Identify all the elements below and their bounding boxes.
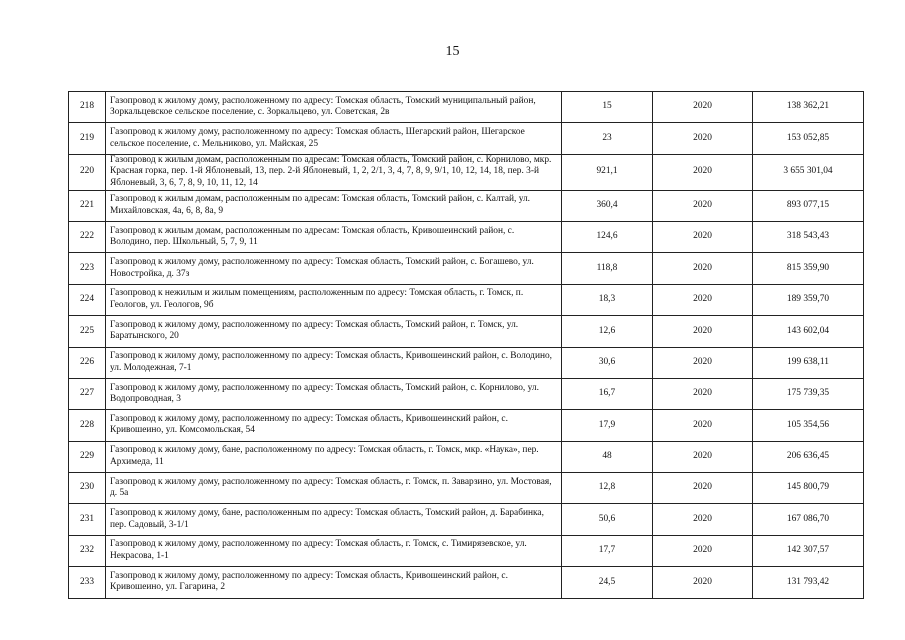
cost-cell: 142 307,57 — [753, 535, 864, 566]
year-cell: 2020 — [653, 190, 753, 221]
object-description-cell: Газопровод к жилому дому, расположенному по адресу: Томская область, Кривошеинский район, с. Кривошеино, ул. Комсомольская, 54 — [106, 410, 562, 441]
row-number-cell: 224 — [69, 284, 106, 315]
cost-cell: 206 636,45 — [753, 441, 864, 472]
length-cell: 23 — [562, 123, 653, 154]
cost-cell: 131 793,42 — [753, 567, 864, 598]
table-row — [69, 378, 864, 409]
year-cell: 2020 — [653, 284, 753, 315]
table-row — [69, 221, 864, 252]
row-number-cell: 222 — [69, 221, 106, 252]
table-row — [69, 441, 864, 472]
table-row — [69, 123, 864, 154]
cost-cell: 138 362,21 — [753, 92, 864, 123]
table-row — [69, 473, 864, 504]
year-cell: 2020 — [653, 441, 753, 472]
cost-cell: 167 086,70 — [753, 504, 864, 535]
object-description-cell: Газопровод к жилому дому, расположенному по адресу: Томская область, Шегарский район, Шегарское сельское поселение, с. Мельниково, ул. Майская, 25 — [106, 123, 562, 154]
length-cell: 12,6 — [562, 316, 653, 347]
object-description-cell: Газопровод к нежилым и жилым помещениям, расположенным по адресу: Томская область, г. Томск, п. Геологов, ул. Геологов, 9б — [106, 284, 562, 315]
cost-cell: 199 638,11 — [753, 347, 864, 378]
object-description-cell: Газопровод к жилым домам, расположенным по адресам: Томская область, Томский район, с. Корнилово, мкр. Красная горка, пер. 1-й Яблоневый, 13, пер. 2-й Яблоневый, 1, 2, 2/1, 3, 4, 7, 8, 9, 9/1, 10, 12, 14, 18, пер. 3-й Яблоневый, 3, 6, 7, 8, 9, 10, 11, 12, 14 — [106, 154, 562, 190]
row-number-cell: 225 — [69, 316, 106, 347]
year-cell: 2020 — [653, 535, 753, 566]
length-cell: 15 — [562, 92, 653, 123]
year-cell: 2020 — [653, 378, 753, 409]
length-cell: 360,4 — [562, 190, 653, 221]
object-description-cell: Газопровод к жилому дому, расположенному по адресу: Томская область, Кривошеинский район, с. Володино, ул. Молодежная, 7-1 — [106, 347, 562, 378]
length-cell: 17,9 — [562, 410, 653, 441]
object-description-cell: Газопровод к жилому дому, расположенному по адресу: Томская область, Томский муниципальный район, Зоркальцевское сельское поселение, с. Зоркальцево, ул. Советская, 2в — [106, 92, 562, 123]
cost-cell: 105 354,56 — [753, 410, 864, 441]
cost-cell: 3 655 301,04 — [753, 154, 864, 190]
year-cell: 2020 — [653, 473, 753, 504]
table-row — [69, 535, 864, 566]
object-description-cell: Газопровод к жилому дому, бане, расположенным по адресу: Томская область, Томский район, д. Барабинка, пер. Садовый, 3-1/1 — [106, 504, 562, 535]
row-number-cell: 227 — [69, 378, 106, 409]
cost-cell: 893 077,15 — [753, 190, 864, 221]
row-number-cell: 230 — [69, 473, 106, 504]
table-row — [69, 154, 864, 190]
cost-cell: 143 602,04 — [753, 316, 864, 347]
table-row — [69, 410, 864, 441]
cost-cell: 175 739,35 — [753, 378, 864, 409]
length-cell: 118,8 — [562, 253, 653, 284]
year-cell: 2020 — [653, 504, 753, 535]
row-number-cell: 228 — [69, 410, 106, 441]
year-cell: 2020 — [653, 92, 753, 123]
year-cell: 2020 — [653, 154, 753, 190]
length-cell: 124,6 — [562, 221, 653, 252]
object-description-cell: Газопровод к жилому дому, расположенному по адресу: Томская область, Томский район, с. Богашево, ул. Новостройка, д. 37з — [106, 253, 562, 284]
length-cell: 24,5 — [562, 567, 653, 598]
table-body — [69, 92, 864, 599]
row-number-cell: 229 — [69, 441, 106, 472]
row-number-cell: 218 — [69, 92, 106, 123]
table-row — [69, 92, 864, 123]
cost-cell: 189 359,70 — [753, 284, 864, 315]
table-row — [69, 567, 864, 598]
year-cell: 2020 — [653, 316, 753, 347]
row-number-cell: 219 — [69, 123, 106, 154]
object-description-cell: Газопровод к жилым домам, расположенным по адресам: Томская область, Кривошеинский район, с. Володино, пер. Школьный, 5, 7, 9, 11 — [106, 221, 562, 252]
object-description-cell: Газопровод к жилому дому, расположенному по адресу: Томская область, г. Томск, п. Заварзино, ул. Мостовая, д. 5а — [106, 473, 562, 504]
row-number-cell: 223 — [69, 253, 106, 284]
table-row — [69, 190, 864, 221]
table-row — [69, 284, 864, 315]
length-cell: 17,7 — [562, 535, 653, 566]
length-cell: 12,8 — [562, 473, 653, 504]
year-cell: 2020 — [653, 347, 753, 378]
cost-cell: 145 800,79 — [753, 473, 864, 504]
gas-pipeline-table — [68, 91, 864, 599]
table-row — [69, 316, 864, 347]
cost-cell: 815 359,90 — [753, 253, 864, 284]
object-description-cell: Газопровод к жилому дому, расположенному по адресу: Томская область, г. Томск, с. Тимирязевское, ул. Некрасова, 1-1 — [106, 535, 562, 566]
length-cell: 16,7 — [562, 378, 653, 409]
length-cell: 921,1 — [562, 154, 653, 190]
object-description-cell: Газопровод к жилым домам, расположенным по адресам: Томская область, Томский район, с. Калтай, ул. Михайловская, 4а, 6, 8, 8а, 9 — [106, 190, 562, 221]
row-number-cell: 221 — [69, 190, 106, 221]
year-cell: 2020 — [653, 567, 753, 598]
length-cell: 48 — [562, 441, 653, 472]
year-cell: 2020 — [653, 221, 753, 252]
row-number-cell: 231 — [69, 504, 106, 535]
year-cell: 2020 — [653, 410, 753, 441]
year-cell: 2020 — [653, 123, 753, 154]
cost-cell: 153 052,85 — [753, 123, 864, 154]
table-row — [69, 253, 864, 284]
table-row — [69, 504, 864, 535]
row-number-cell: 220 — [69, 154, 106, 190]
length-cell: 30,6 — [562, 347, 653, 378]
object-description-cell: Газопровод к жилому дому, расположенному по адресу: Томская область, Томский район, с. Корнилово, ул. Водопроводная, 3 — [106, 378, 562, 409]
row-number-cell: 226 — [69, 347, 106, 378]
object-description-cell: Газопровод к жилому дому, расположенному по адресу: Томская область, Томский район, г. Томск, ул. Баратынского, 20 — [106, 316, 562, 347]
object-description-cell: Газопровод к жилому дому, расположенному по адресу: Томская область, Кривошеинский район, с. Кривошеино, ул. Гагарина, 2 — [106, 567, 562, 598]
row-number-cell: 233 — [69, 567, 106, 598]
cost-cell: 318 543,43 — [753, 221, 864, 252]
object-description-cell: Газопровод к жилому дому, бане, расположенному по адресу: Томская область, г. Томск, мкр. «Наука», пер. Архимеда, 11 — [106, 441, 562, 472]
page-number: 15 — [445, 44, 460, 59]
length-cell: 18,3 — [562, 284, 653, 315]
table-row — [69, 347, 864, 378]
row-number-cell: 232 — [69, 535, 106, 566]
length-cell: 50,6 — [562, 504, 653, 535]
year-cell: 2020 — [653, 253, 753, 284]
